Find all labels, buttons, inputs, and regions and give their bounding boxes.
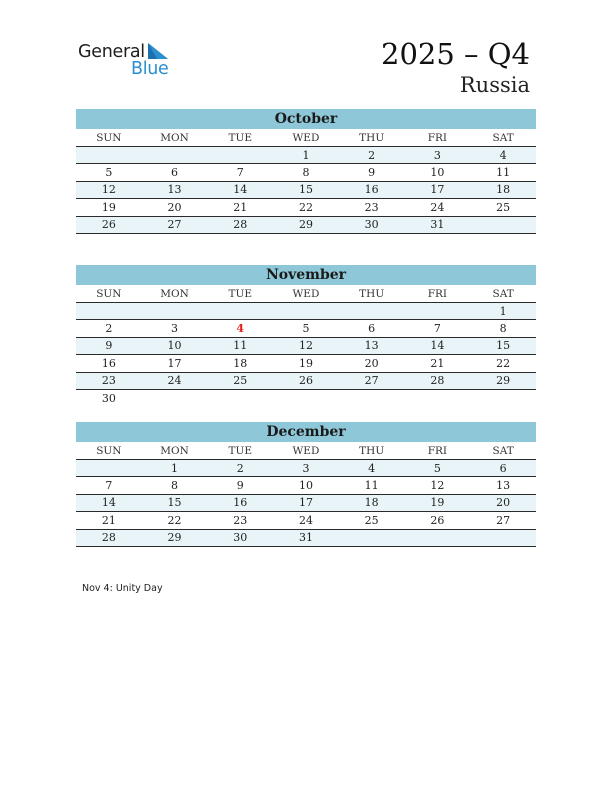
day-cell: 13 bbox=[339, 337, 405, 354]
weekday-label: WED bbox=[273, 285, 339, 303]
day-cell: 26 bbox=[76, 216, 142, 233]
week-row bbox=[76, 199, 536, 216]
day-cell: 4 bbox=[207, 320, 273, 337]
day-cell bbox=[142, 389, 208, 406]
day-cell: 28 bbox=[207, 216, 273, 233]
day-cell bbox=[470, 216, 536, 233]
generalblue-logo bbox=[78, 40, 178, 80]
day-cell: 19 bbox=[76, 199, 142, 216]
day-cell: 21 bbox=[405, 355, 471, 372]
weekday-row bbox=[76, 129, 536, 147]
day-cell: 10 bbox=[142, 337, 208, 354]
weekday-label: THU bbox=[339, 442, 405, 460]
day-cell: 28 bbox=[76, 529, 142, 546]
logo-word-blue: Blue bbox=[131, 59, 169, 79]
week-rows bbox=[76, 147, 536, 234]
day-cell: 16 bbox=[76, 355, 142, 372]
day-cell: 25 bbox=[339, 512, 405, 529]
day-cell: 31 bbox=[405, 216, 471, 233]
weekday-label: SUN bbox=[76, 129, 142, 147]
day-cell: 10 bbox=[273, 477, 339, 494]
week-row bbox=[76, 320, 536, 337]
day-cell: 12 bbox=[273, 337, 339, 354]
week-row bbox=[76, 460, 536, 477]
country-name: Russia bbox=[459, 73, 530, 97]
week-row bbox=[76, 303, 536, 320]
day-cell: 18 bbox=[470, 181, 536, 198]
day-cell: 1 bbox=[273, 147, 339, 164]
day-cell: 7 bbox=[76, 477, 142, 494]
day-cell bbox=[142, 303, 208, 320]
day-cell: 6 bbox=[339, 320, 405, 337]
day-cell: 4 bbox=[339, 460, 405, 477]
day-cell: 29 bbox=[142, 529, 208, 546]
day-cell: 17 bbox=[273, 494, 339, 511]
day-cell: 15 bbox=[142, 494, 208, 511]
day-cell: 9 bbox=[339, 164, 405, 181]
day-cell: 2 bbox=[76, 320, 142, 337]
week-row bbox=[76, 389, 536, 406]
day-cell: 11 bbox=[207, 337, 273, 354]
day-cell: 2 bbox=[339, 147, 405, 164]
day-cell: 8 bbox=[273, 164, 339, 181]
day-cell: 25 bbox=[207, 372, 273, 389]
day-cell bbox=[405, 389, 471, 406]
day-cell: 20 bbox=[339, 355, 405, 372]
day-cell: 27 bbox=[142, 216, 208, 233]
day-cell: 22 bbox=[470, 355, 536, 372]
month-calendar-december bbox=[76, 422, 536, 547]
day-cell: 5 bbox=[76, 164, 142, 181]
day-cell: 14 bbox=[405, 337, 471, 354]
day-cell: 30 bbox=[207, 529, 273, 546]
month-calendar-november bbox=[76, 265, 536, 406]
week-row bbox=[76, 494, 536, 511]
day-cell: 13 bbox=[142, 181, 208, 198]
day-cell: 20 bbox=[142, 199, 208, 216]
week-row bbox=[76, 164, 536, 181]
day-cell: 24 bbox=[273, 512, 339, 529]
day-cell bbox=[470, 389, 536, 406]
day-cell bbox=[339, 303, 405, 320]
day-cell: 14 bbox=[207, 181, 273, 198]
day-cell: 19 bbox=[405, 494, 471, 511]
weekday-label: FRI bbox=[405, 129, 471, 147]
weekday-label: MON bbox=[142, 129, 208, 147]
weekday-row bbox=[76, 285, 536, 303]
day-cell: 1 bbox=[470, 303, 536, 320]
day-cell bbox=[339, 529, 405, 546]
day-cell: 11 bbox=[470, 164, 536, 181]
day-cell: 20 bbox=[470, 494, 536, 511]
day-cell bbox=[76, 147, 142, 164]
weekday-label: SAT bbox=[470, 285, 536, 303]
day-cell bbox=[273, 389, 339, 406]
month-grid bbox=[76, 442, 536, 547]
week-row bbox=[76, 529, 536, 546]
day-cell bbox=[207, 147, 273, 164]
day-cell: 9 bbox=[207, 477, 273, 494]
day-cell: 30 bbox=[101, 391, 116, 405]
day-cell: 5 bbox=[405, 460, 471, 477]
month-header: December bbox=[76, 422, 536, 442]
month-grid bbox=[76, 285, 536, 406]
day-cell: 10 bbox=[405, 164, 471, 181]
day-cell: 22 bbox=[273, 199, 339, 216]
day-cell: 8 bbox=[470, 320, 536, 337]
weekday-label: TUE bbox=[207, 442, 273, 460]
day-cell bbox=[273, 303, 339, 320]
day-cell: 23 bbox=[207, 512, 273, 529]
day-cell bbox=[405, 303, 471, 320]
day-cell: 7 bbox=[405, 320, 471, 337]
day-cell: 9 bbox=[76, 337, 142, 354]
day-cell: 8 bbox=[142, 477, 208, 494]
day-cell: 26 bbox=[405, 512, 471, 529]
weekday-label: FRI bbox=[405, 442, 471, 460]
day-cell bbox=[470, 529, 536, 546]
day-cell: 2 bbox=[207, 460, 273, 477]
holiday-notes bbox=[82, 583, 163, 594]
month-header: October bbox=[76, 109, 536, 129]
day-cell: 7 bbox=[207, 164, 273, 181]
week-row bbox=[76, 477, 536, 494]
day-cell: 18 bbox=[207, 355, 273, 372]
day-cell bbox=[207, 389, 273, 406]
weekday-label: WED bbox=[273, 442, 339, 460]
day-cell: 19 bbox=[273, 355, 339, 372]
day-cell bbox=[76, 303, 142, 320]
day-cell: 23 bbox=[76, 372, 142, 389]
day-cell: 29 bbox=[470, 372, 536, 389]
day-cell: 25 bbox=[470, 199, 536, 216]
weekday-label: WED bbox=[273, 129, 339, 147]
week-row bbox=[76, 512, 536, 529]
weekday-label: MON bbox=[142, 285, 208, 303]
weekday-label: FRI bbox=[405, 285, 471, 303]
day-cell: 1 bbox=[142, 460, 208, 477]
day-cell: 4 bbox=[470, 147, 536, 164]
day-cell: 12 bbox=[405, 477, 471, 494]
day-cell bbox=[76, 460, 142, 477]
day-cell: 27 bbox=[470, 512, 536, 529]
month-header: November bbox=[76, 265, 536, 285]
weekday-label: SAT bbox=[470, 442, 536, 460]
weekday-label: TUE bbox=[207, 129, 273, 147]
day-cell: 13 bbox=[470, 477, 536, 494]
day-cell: 24 bbox=[142, 372, 208, 389]
weekday-label: THU bbox=[339, 129, 405, 147]
day-cell bbox=[339, 389, 405, 406]
day-cell: 3 bbox=[405, 147, 471, 164]
day-cell: 15 bbox=[273, 181, 339, 198]
weekday-label: THU bbox=[339, 285, 405, 303]
weekday-label: SAT bbox=[470, 129, 536, 147]
day-cell: 3 bbox=[142, 320, 208, 337]
day-cell: 16 bbox=[207, 494, 273, 511]
week-row bbox=[76, 216, 536, 233]
month-grid bbox=[76, 129, 536, 234]
day-cell bbox=[405, 529, 471, 546]
week-rows bbox=[76, 460, 536, 547]
day-cell: 16 bbox=[339, 181, 405, 198]
week-row bbox=[76, 181, 536, 198]
day-cell: 15 bbox=[470, 337, 536, 354]
day-cell: 3 bbox=[273, 460, 339, 477]
day-cell: 14 bbox=[76, 494, 142, 511]
weekday-label: SUN bbox=[76, 285, 142, 303]
week-row bbox=[76, 355, 536, 372]
day-cell: 26 bbox=[273, 372, 339, 389]
day-cell: 24 bbox=[405, 199, 471, 216]
logo-triangle-icon bbox=[148, 43, 170, 61]
month-calendar-october bbox=[76, 109, 536, 234]
day-cell: 28 bbox=[405, 372, 471, 389]
day-cell: 29 bbox=[273, 216, 339, 233]
page-title: 2025 – Q4 bbox=[381, 37, 530, 71]
day-cell bbox=[142, 147, 208, 164]
day-cell: 11 bbox=[339, 477, 405, 494]
day-cell: 21 bbox=[207, 199, 273, 216]
day-cell: 31 bbox=[273, 529, 339, 546]
week-row bbox=[76, 337, 536, 354]
day-cell: 23 bbox=[339, 199, 405, 216]
weekday-label: SUN bbox=[76, 442, 142, 460]
week-row bbox=[76, 147, 536, 164]
weekday-label: MON bbox=[142, 442, 208, 460]
week-rows bbox=[76, 303, 536, 407]
day-cell: 12 bbox=[76, 181, 142, 198]
week-row bbox=[76, 372, 536, 389]
day-cell: 5 bbox=[273, 320, 339, 337]
day-cell: 6 bbox=[142, 164, 208, 181]
day-cell: 21 bbox=[76, 512, 142, 529]
day-cell: 6 bbox=[470, 460, 536, 477]
day-cell: 18 bbox=[339, 494, 405, 511]
weekday-label: TUE bbox=[207, 285, 273, 303]
day-cell bbox=[207, 303, 273, 320]
logo-word-general: General bbox=[78, 42, 145, 62]
day-cell: 27 bbox=[339, 372, 405, 389]
day-cell: 30 bbox=[339, 216, 405, 233]
day-cell: 17 bbox=[405, 181, 471, 198]
day-cell: 17 bbox=[142, 355, 208, 372]
day-cell: 22 bbox=[142, 512, 208, 529]
holiday-note: Nov 4: Unity Day bbox=[82, 583, 163, 594]
weekday-row bbox=[76, 442, 536, 460]
